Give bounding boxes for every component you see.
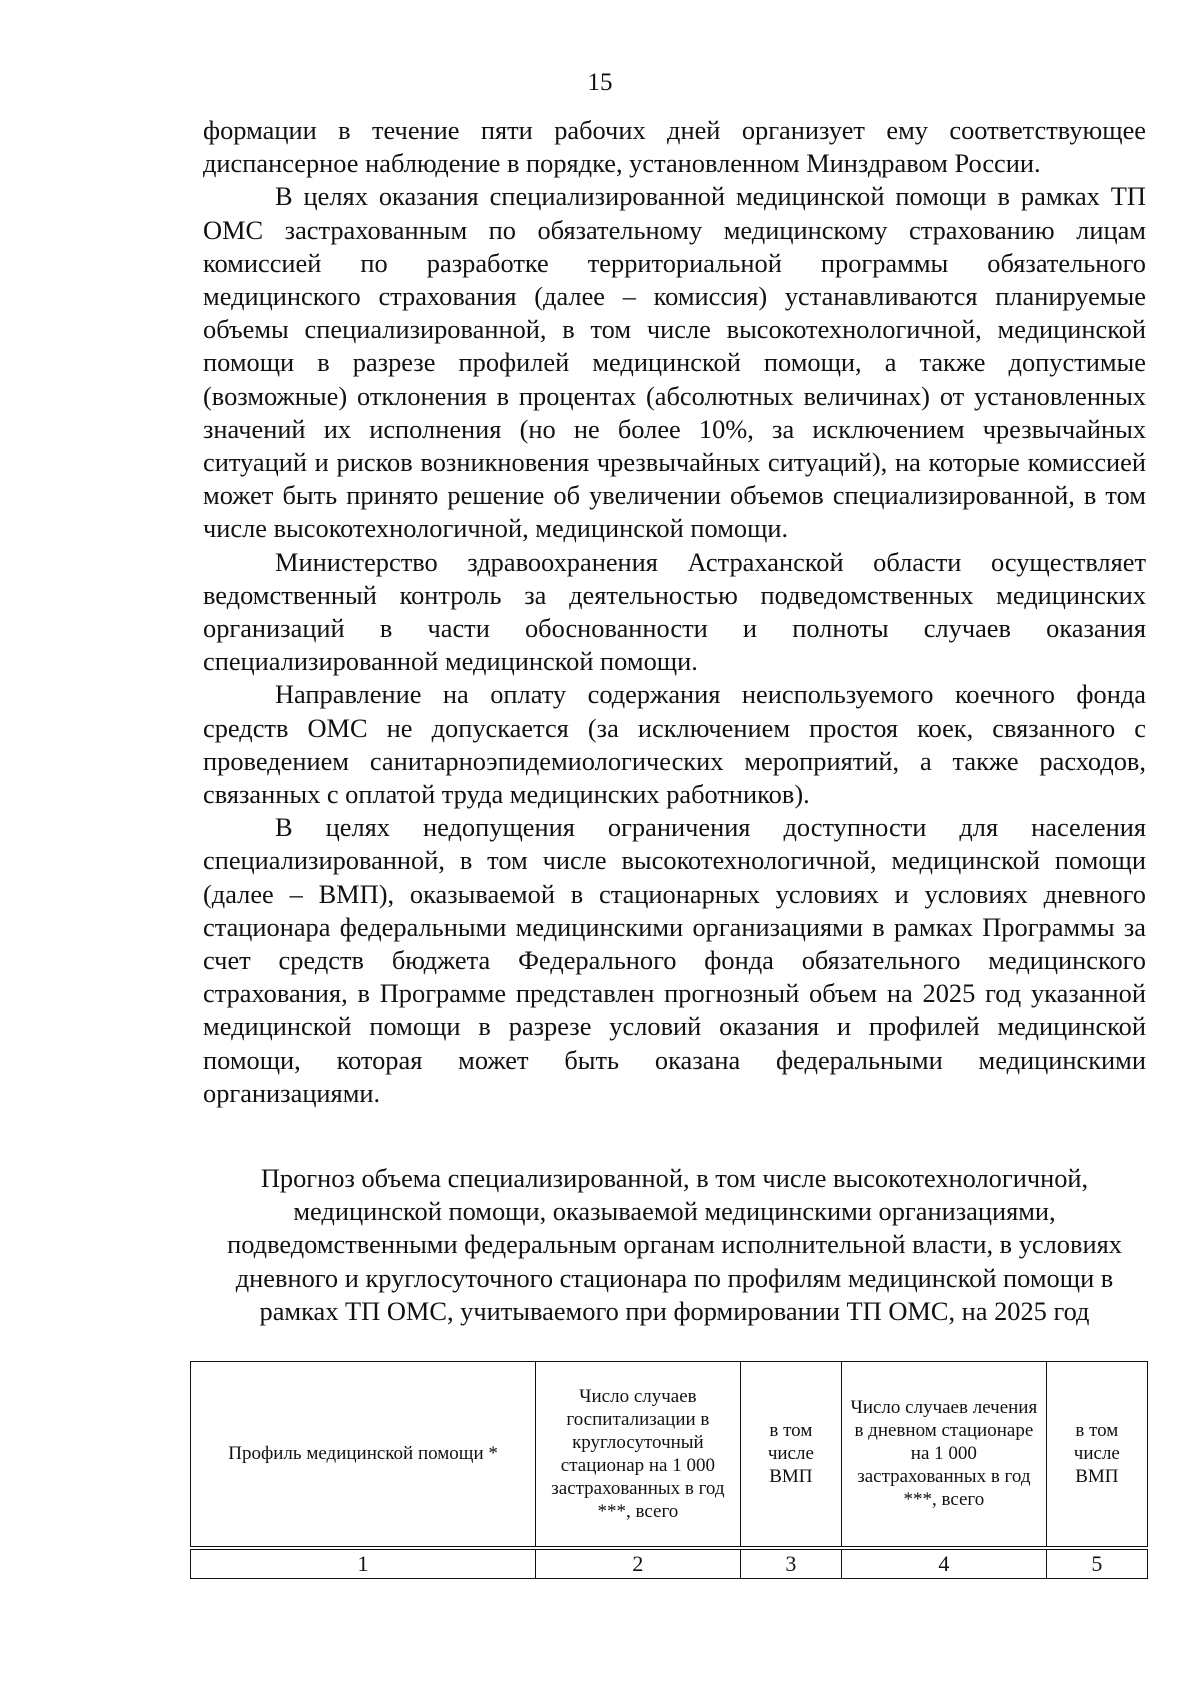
table-header-row: [191, 1362, 1148, 1548]
header-day-hospital-vmp: в том числе ВМП: [1046, 1362, 1147, 1548]
paragraph-vmp-availability: В целях недопущения ограничения доступности для населения специализированной, в том числе высокотехнологичной, медицинской помощи (далее – ВМП), оказываемой в стационарных условиях и условиях дневного стационара федеральными медицинскими организациями в рамках Программы за счет средств бюджета Федерального фонда обязательного медицинского страхования, в Программе представлен прогнозный объем на 2025 год указанной медицинской помощи в разрезе условий оказания и профилей медицинской помощи, которая может быть оказана федеральными медицинскими организациями.: [203, 812, 1146, 1108]
column-number: 3: [740, 1548, 841, 1579]
header-day-hospital-cases: Число случаев лечения в дневном стационаре на 1 000 застрахованных в год ***, всего: [842, 1362, 1047, 1548]
paragraph-bed-fund-payment: Направление на оплату содержания неиспользуемого коечного фонда средств ОМС не допускается (за исключением простоя коек, связанного с проведением санитарноэпидемиологических мероприятий, а также расходов, связанных с оплатой труда медицинских работников).: [203, 679, 1146, 810]
paragraph-specialized-care-volumes: В целях оказания специализированной медицинской помощи в рамках ТП ОМС застрахованным по обязательному медицинскому страхованию лицам комиссией по разработке территориальной программы обязательного медицинского страхования (далее – комиссия) устанавливаются планируемые объемы специализированной, в том числе высокотехнологичной, медицинской помощи в разрезе профилей медицинской помощи, а также допустимые (возможные) отклонения в процентах (абсолютных величинах) от установленных значений их исполнения (но не более 10%, за исключением чрезвычайных ситуаций и рисков возникновения чрезвычайных ситуаций), на которые комиссией может быть принято решение об увеличении объемов специализированной, в том числе высокотехнологичной, медицинской помощи.: [203, 181, 1146, 544]
column-number: 2: [536, 1548, 741, 1579]
table-column-number-row: [191, 1548, 1148, 1579]
column-number: 4: [842, 1548, 1047, 1579]
header-round-clock-vmp: в том числе ВМП: [740, 1362, 841, 1548]
forecast-table: [190, 1361, 1148, 1579]
header-round-clock-cases: Число случаев госпитализации в круглосуточный стационар на 1 000 застрахованных в год ***, всего: [536, 1362, 741, 1548]
column-number: 1: [191, 1548, 536, 1579]
paragraph-continuation: формации в течение пяти рабочих дней организует ему соответствующее диспансерное наблюдение в порядке, установленном Минздравом России.: [203, 115, 1146, 179]
section-heading: Прогноз объема специализированной, в том числе высокотехнологичной, медицинской помощи, оказываемой медицинскими организациями, подведомственными федеральным органам исполнительной власти, в условиях дневного и круглосуточного стационара по профилям медицинской помощи в рамках ТП ОМС, учитываемого при формировании ТП ОМС, на 2025 год: [227, 1163, 1122, 1326]
column-number: 5: [1046, 1548, 1147, 1579]
body-text: [203, 114, 1146, 1110]
header-profile: Профиль медицинской помощи *: [191, 1362, 536, 1548]
paragraph-ministry-control: Министерство здравоохранения Астраханской области осуществляет ведомственный контроль за деятельностью подведомственных медицинских организаций в части обоснованности и полноты случаев оказания специализированной медицинской помощи.: [203, 546, 1146, 677]
page-number: 15: [587, 69, 613, 96]
